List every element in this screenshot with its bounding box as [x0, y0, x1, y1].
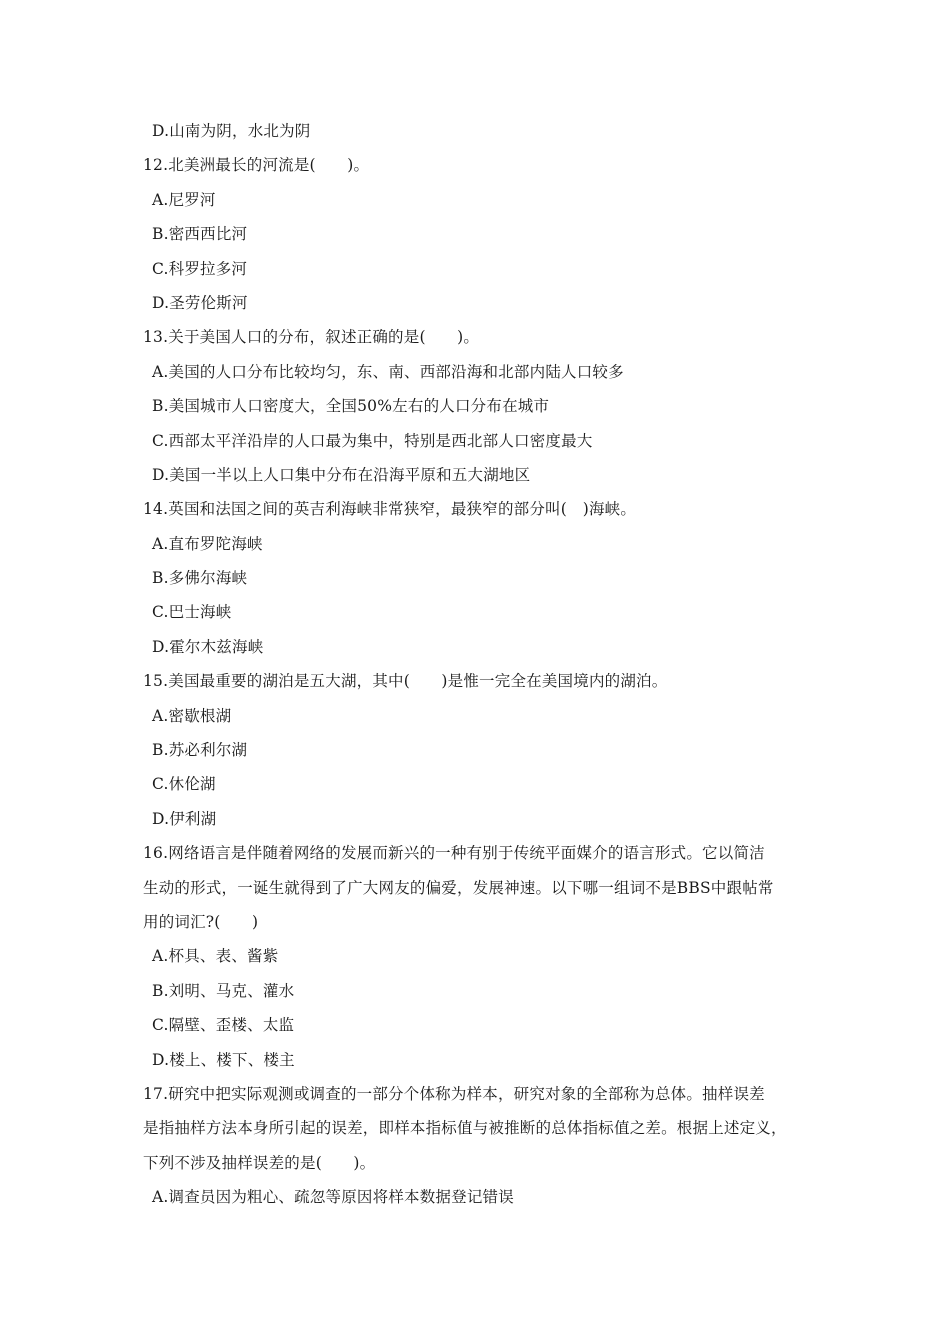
question-16-stem-line-3: 用的词汇?( ): [143, 912, 259, 931]
option-12d: D.圣劳伦斯河: [152, 293, 248, 312]
question-15-stem: 15.美国最重要的湖泊是五大湖，其中( )是惟一完全在美国境内的湖泊。: [143, 672, 668, 691]
exam-content: [143, 114, 823, 1215]
option-11d: D.山南为阴，水北为阴: [152, 122, 311, 140]
option-16d: D.楼上、楼下、楼主: [152, 1050, 295, 1069]
question-17-stem-line-3: 下列不涉及抽样误差的是( )。: [143, 1153, 376, 1172]
option-13a: A.美国的人口分布比较均匀，东、南、西部沿海和北部内陆人口较多: [152, 362, 624, 381]
option-13d: D.美国一半以上人口集中分布在沿海平原和五大湖地区: [152, 465, 531, 484]
option-14b: B.多佛尔海峡: [152, 569, 248, 588]
question-17-stem-line-2: 是指抽样方法本身所引起的误差，即样本指标值与被推断的总体指标值之差。根据上述定义，: [143, 1119, 787, 1138]
question-13-stem: 13.关于美国人口的分布，叙述正确的是( )。: [143, 328, 480, 347]
question-17-stem-line-1: 17.研究中把实际观测或调查的一部分个体称为样本，研究对象的全部称为总体。抽样误差: [143, 1084, 765, 1103]
question-16-stem-line-1: 16.网络语言是伴随着网络的发展而新兴的一种有别于传统平面媒介的语言形式。它以简洁: [143, 844, 765, 863]
option-16b: B.刘明、马克、灌水: [152, 981, 295, 1000]
option-17a: A.调查员因为粗心、疏忽等原因将样本数据登记错误: [152, 1188, 514, 1207]
question-12-stem: 12.北美洲最长的河流是( )。: [143, 156, 370, 175]
option-16a: A.杯具、表、酱紫: [152, 947, 279, 966]
option-15d: D.伊利湖: [152, 809, 217, 828]
option-12b: B.密西西比河: [152, 225, 248, 244]
question-16-stem-line-2: 生动的形式，一诞生就得到了广大网友的偏爱，发展神速。以下哪一组词不是BBS中跟帖常: [143, 878, 774, 897]
option-15b: B.苏必利尔湖: [152, 741, 248, 760]
option-12c: C.科罗拉多河: [152, 259, 248, 278]
option-14a: A.直布罗陀海峡: [152, 534, 263, 553]
option-14d: D.霍尔木兹海峡: [152, 637, 264, 656]
option-13c: C.西部太平洋沿岸的人口最为集中，特别是西北部人口密度最大: [152, 431, 593, 450]
option-13b: B.美国城市人口密度大，全国50%左右的人口分布在城市: [152, 397, 550, 416]
option-14c: C.巴士海峡: [152, 603, 232, 622]
option-15c: C.休伦湖: [152, 775, 216, 794]
option-15a: A.密歇根湖: [152, 706, 232, 725]
option-12a: A.尼罗河: [152, 190, 216, 209]
question-14-stem: 14.英国和法国之间的英吉利海峡非常狭窄，最狭窄的部分叫( )海峡。: [143, 500, 637, 519]
option-16c: C.隔壁、歪楼、太监: [152, 1016, 295, 1035]
